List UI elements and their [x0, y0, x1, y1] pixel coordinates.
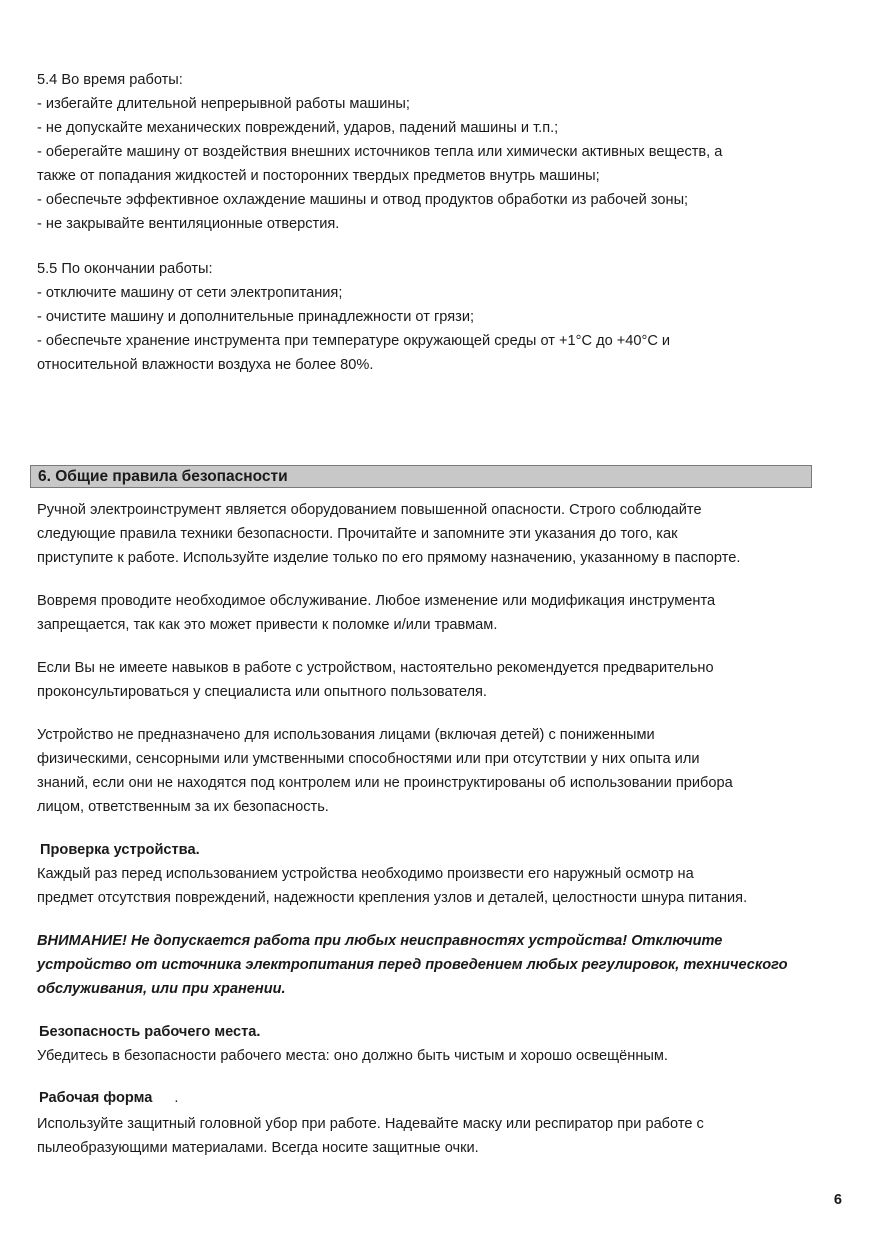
warning-line: ВНИМАНИЕ! Не допускается работа при любых неисправностях устройства! Отключите: [37, 933, 723, 949]
list-item: - обеспечьте хранение инструмента при температуре окружающей среды от +1°С до +40°С и: [37, 333, 671, 349]
paragraph-line: физическими, сенсорными или умственными способностями или при отсутствии у них опыта или: [37, 751, 700, 767]
heading-suffix: .: [174, 1090, 179, 1106]
list-item: относительной влажности воздуха не более 80%.: [37, 357, 374, 373]
list-item: - очистите машину и дополнительные принадлежности от грязи;: [37, 309, 475, 325]
paragraph-line: приступите к работе. Используйте изделие только по его прямому назначению, указанному в паспорте.: [37, 550, 741, 566]
section-5-4: [37, 68, 827, 236]
list-item: - не допускайте механических повреждений, ударов, падений машины и т.п.;: [37, 120, 559, 136]
subsection-workplace: [37, 1020, 827, 1068]
paragraph-line: Устройство не предназначено для использования лицами (включая детей) с пониженными: [37, 727, 655, 743]
paragraph-line: предмет отсутствия повреждений, надежности крепления узлов и деталей, целостности шнура питания.: [37, 890, 748, 906]
page-number: 6: [833, 1192, 842, 1208]
warning-line: обслуживания, или при хранении.: [37, 981, 286, 997]
paragraph-line: пылеобразующими материалами. Всегда носите защитные очки.: [37, 1140, 479, 1156]
subsection-device-check: [37, 838, 827, 910]
paragraph-line: Вовремя проводите необходимое обслуживание. Любое изменение или модификация инструмента: [37, 593, 716, 609]
paragraph-line: Используйте защитный головной убор при работе. Надевайте маску или респиратор при работе с: [37, 1116, 704, 1132]
section-6-header: 6. Общие правила безопасности: [30, 465, 812, 488]
paragraph-line: лицом, ответственным за их безопасность.: [37, 799, 329, 815]
paragraph-line: Каждый раз перед использованием устройства необходимо произвести его наружный осмотр на: [37, 866, 694, 882]
list-item: - избегайте длительной непрерывной работы машины;: [37, 96, 410, 112]
paragraph-consult: [37, 656, 827, 704]
paragraph-line: Убедитесь в безопасности рабочего места: оно должно быть чистым и хорошо освещённым.: [37, 1048, 668, 1064]
section-5-5-title: 5.5 По окончании работы:: [37, 261, 213, 277]
paragraph-line: следующие правила техники безопасности. Прочитайте и запомните эти указания до того, как: [37, 526, 678, 542]
paragraph-line: Если Вы не имеете навыков в работе с устройством, настоятельно рекомендуется предварительно: [37, 660, 714, 676]
section-5-5: [37, 257, 827, 377]
paragraph-line: запрещается, так как это может привести к поломке и/или травмам.: [37, 617, 498, 633]
warning-line: устройство от источника электропитания перед проведением любых регулировок, технического: [37, 957, 788, 973]
paragraph-restrictions: [37, 723, 827, 819]
subsection-heading: Проверка устройства.: [40, 842, 200, 858]
subsection-heading-row: [37, 1086, 827, 1110]
subsection-heading: Безопасность рабочего места.: [39, 1024, 261, 1040]
list-item: - не закрывайте вентиляционные отверстия.: [37, 216, 340, 232]
paragraph-general: [37, 498, 827, 570]
list-item: также от попадания жидкостей и посторонних твердых предметов внутрь машины;: [37, 168, 600, 184]
subsection-workwear: [37, 1086, 827, 1160]
list-item: - оберегайте машину от воздействия внешних источников тепла или химически активных веществ, а: [37, 144, 723, 160]
paragraph-line: знаний, если они не находятся под контролем или не проинструктированы об использовании прибора: [37, 775, 733, 791]
paragraph-line: проконсультироваться у специалиста или опытного пользователя.: [37, 684, 487, 700]
paragraph-maintenance: [37, 589, 827, 637]
subsection-heading: Рабочая форма: [39, 1090, 153, 1106]
list-item: - обеспечьте эффективное охлаждение машины и отвод продуктов обработки из рабочей зоны;: [37, 192, 689, 208]
warning-block: [37, 929, 827, 1001]
section-5-4-title: 5.4 Во время работы:: [37, 72, 183, 88]
paragraph-line: Ручной электроинструмент является оборудованием повышенной опасности. Строго соблюдайте: [37, 502, 702, 518]
list-item: - отключите машину от сети электропитания;: [37, 285, 343, 301]
